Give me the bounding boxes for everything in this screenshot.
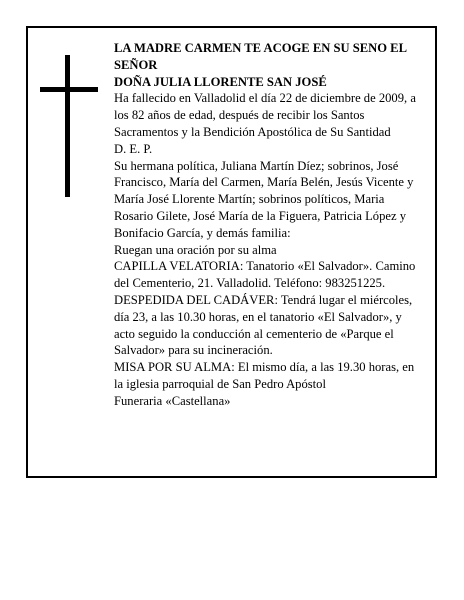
prayer-request: Ruegan una oración por su alma bbox=[114, 242, 277, 257]
obituary-notice bbox=[26, 26, 437, 478]
notice-text bbox=[114, 40, 418, 410]
family-mourners: Su hermana política, Juliana Martín Díez; sobrinos, José Francisco, María del Carmen, María Belén, Jesús Vicente y María José Llorente Martín; sobrinos políticos, Maria Rosario Gilete, José María de la Figuera, Patricia López y Bonifacio García, y demás familia: bbox=[114, 158, 414, 240]
chapel-info: CAPILLA VELATORIA: Tanatorio «El Salvador». Camino del Cementerio, 21. Valladolid. Teléfono: 983251225. bbox=[114, 259, 416, 291]
death-announcement: Ha fallecido en Valladolid el día 22 de diciembre de 2009, a los 82 años de edad, después de recibir los Santos Sacramentos y la Bendición Apostólica de Su Santidad bbox=[114, 91, 416, 139]
rip-text: D. E. P. bbox=[114, 141, 153, 156]
cross-vertical-bar bbox=[65, 55, 70, 197]
mass-info: MISA POR SU ALMA: El mismo día, a las 19.30 horas, en la iglesia parroquial de San Pedro Apóstol bbox=[114, 360, 415, 391]
latin-cross-icon bbox=[40, 55, 98, 197]
funeral-home: Funeraria «Castellana» bbox=[114, 393, 231, 408]
farewell-info: DESPEDIDA DEL CADÁVER: Tendrá lugar el miércoles, día 23, a las 10.30 horas, en el tanatorio «El Salvador», y acto seguido la conducción al cementerio de «Parque el Salvador» para su incineración. bbox=[114, 292, 413, 358]
header-line: LA MADRE CARMEN TE ACOGE EN SU SENO EL SEÑOR bbox=[114, 41, 407, 72]
cross-horizontal-bar bbox=[40, 87, 98, 92]
deceased-name: DOÑA JULIA LLORENTE SAN JOSÉ bbox=[114, 74, 327, 89]
